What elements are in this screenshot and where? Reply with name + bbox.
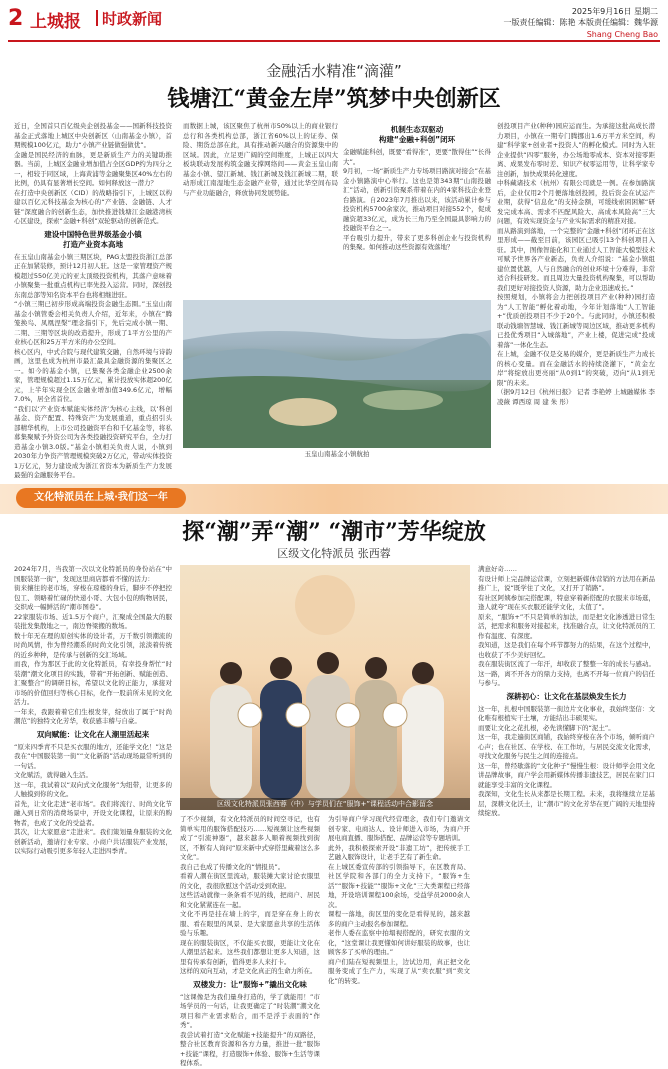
subheading: 机制生态双驱动 构建“金融+科创”闭环 bbox=[378, 125, 456, 144]
backdrop-circle bbox=[295, 575, 355, 635]
article2-column-2 bbox=[180, 815, 320, 1067]
editors: 一版责任编辑：陈艳 本版责任编辑：魏华源 bbox=[503, 18, 658, 27]
paragraph: 2024年7月，当我第一次以文化特派员的身份站在“中国服装第一街”，发现这里商店都看不懂的活力： bbox=[14, 565, 172, 583]
paragraph: 课程一落地，街区里的变化是看得见的，越来越多的商户主动报名参加课程。 bbox=[328, 910, 470, 928]
article2-headline: 探“潮”弄“潮” “潮市”芳华绽放 bbox=[182, 519, 486, 545]
article2-byline: 区级文化特派员 张西蓉 bbox=[277, 547, 391, 560]
fan bbox=[238, 703, 262, 727]
paragraph: “这课像是为我们量身打造的，学了就能用！”市场学员的一句话，让我更确定了“时装潮”潮文化项目和产业需求贴合，而不是浮于表面的“作秀”。 bbox=[180, 992, 320, 1029]
paragraph: 金融赋能科创，既要“看得准”，更要“散得住”“长得大”。 bbox=[343, 148, 491, 166]
person bbox=[260, 680, 302, 800]
article1-column-1 bbox=[14, 122, 172, 482]
section-title: 时政新闻 bbox=[102, 10, 163, 28]
paragraph: 一年来，我跟着着它们生根发芽，绽放出了属于“时尚潮范”的独特文化芳华，收获感丰稽与自豪。 bbox=[14, 707, 172, 725]
paragraph: 有社区阿姨参加完搭配课，特意穿着新搭配的衣服来市场逛，逢人就夸“现在买衣服还能学文化，太值了”。 bbox=[478, 593, 655, 611]
subheading: 深耕初心：让文化在基层焕发生长力 bbox=[506, 691, 627, 701]
paragraph: 首先，让文化走进“老市场”。我们将流行、时尚文化节融入到日常的消费场景中，开设文化课程，让原来的购物者，也成了文化的受益者。 bbox=[14, 799, 172, 827]
paragraph: “小镇三期已初步形成高端投资金融生态圈。”玉皇山南基金小镇管委会相关负责人介绍，近年来，小镇在“腾笼换鸟、凤凰涅槃”理念指引下，先后完成小镇一期、二期、三期等区块的改造提升，形成了1平方公里的产业核心区和25万平方米的办公空间。 bbox=[14, 300, 172, 346]
series-banner-label: 文化特派员在上城·我们这一年 bbox=[16, 488, 186, 508]
paragraph: 商户们陆在短视频里上，边试边用，真正把文化服务变成了生产力，实现了从“卖衣服”到“卖文化”的转变。 bbox=[328, 957, 470, 985]
paragraph: 这一年，我走遍街区商铺，我始终穿梭在各个市场，倾听商户心声；也在社区、在学校、在工作坊，与居民交流文化需求，寻找文化服务与民生之间的连接点。 bbox=[478, 733, 655, 760]
paragraph: 原来，“服饰+”不只是简单的加法，而是把文化渗透进日常生活，把需求和服务对接起来，找准融合点，让文化特派员的工作有温度、有深度。 bbox=[478, 612, 655, 640]
page-number: 2 bbox=[8, 6, 24, 31]
paragraph: 此外，我积极探索开设“非遗工坊”，把传统手工艺融入服饰设计，让老手艺有了新生命。 bbox=[328, 843, 470, 861]
paragraph: 我深知，文化生长从来都是长期工程。未来，我将继续立足基层，深耕文化沃土，让“潮市”的文化芳华在更广阔的天地里持续绽放。 bbox=[478, 790, 655, 817]
paragraph: 这一年，曾经歇落的“文化种子”慢慢生根：设计师学会用文化讲品牌故事，商户学会用新媒体传播非遗技艺，居民在家门口就能享受丰富的文化课程。 bbox=[478, 761, 655, 789]
paragraph: 这一年，扎根中国服装第一街边片文化事业，我始终坚信：文化唯有根植实干土壤，方能结出丰硕果实。 bbox=[478, 704, 655, 722]
person-head bbox=[317, 652, 339, 674]
paragraph: “原来四季青不只是买衣服的地方，还能学文化！”这是我在“中国服装第一街”“文化新韵”活动现场最常听到的一句话。 bbox=[14, 742, 172, 770]
header-divider bbox=[96, 10, 98, 26]
river bbox=[183, 334, 491, 380]
paragraph: 在上城区委宣传部的引领指导下，在区教育局、社区学院和各部门的全力支持下，“服饰+生活”“服饰+技能”“服饰+文化”三大类课程已经落地，开设培训课程100余场，受益学员2000余人次。 bbox=[328, 862, 470, 909]
paragraph: 近日，全国首只百亿级央企创投基金——国新科技投资基金正式落地上城区中央创新区（山南基金小镇），首期规模100亿元，助力“小镇产业链做强做优”。 bbox=[14, 122, 172, 149]
person bbox=[210, 685, 252, 800]
article1-photo-caption: 玉皇山南基金小镇航拍 bbox=[304, 450, 370, 458]
article1-column-2 bbox=[183, 122, 338, 297]
article1-photo bbox=[183, 300, 491, 448]
paragraph: 我在服装街区流了一年汗，却收获了整整一年的成长与感动。这一路，离不开各方的鼎力支持，也离不开每一位商户的信任与参与。 bbox=[478, 660, 655, 687]
sky bbox=[183, 300, 491, 340]
paragraph: 老作人委在监察中拍塌视搭配的，研究衣服的文化，“这堂课让我更懂如何讲好服装的故事，也让顾客多了买单的理由。” bbox=[328, 929, 470, 956]
article2-column-3 bbox=[328, 815, 470, 1020]
park bbox=[363, 390, 443, 410]
person bbox=[355, 680, 397, 800]
paragraph: 看着人潮在街区里流动，服装摊大家讨论衣服里的文化，我很欣慰这个活动受到欢迎。 bbox=[180, 872, 320, 890]
credit-line: （据9月12日《杭州日报》 记者 李艳婷 上城融媒体 李凌薇 谭西琼 周 建 朱 彤） bbox=[497, 388, 655, 406]
aerial-photo-illustration bbox=[183, 300, 491, 448]
issue-date: 2025年9月16日 星期二 bbox=[571, 7, 658, 16]
article1-column-4 bbox=[497, 122, 655, 482]
dateline bbox=[503, 6, 658, 28]
article1-kicker: 金融活水精准“滴灌” bbox=[266, 62, 402, 80]
paragraph: 22家服装市场、近1.5万个商户，汇聚成全国最大的服装批发集散地之一，南边脊梁搬的数场。 bbox=[14, 612, 172, 630]
article2-photo-caption: 区级文化特派员张西蓉（中）与学员们在“服饰+”课程活动中合影留念 bbox=[180, 798, 470, 810]
paragraph: 我自己也成了传播文化的“情报员”。 bbox=[180, 862, 285, 871]
paragraph: 有设计师上完品牌运营课，立刻把新媒体营销的方法用在新品推广上，说“既学住了文化，又打开了销路”。 bbox=[478, 574, 655, 592]
paragraph: 文化赋活，就得融入生活。 bbox=[14, 771, 92, 779]
paragraph: 文化不再是挂在墙上的字，而是穿在身上的衣服、看在眼里的风景、是大家愿意共享的生活体验与乐趣。 bbox=[180, 910, 320, 937]
paragraph: 平台吸引力提升，带来了更多科创企业与投资机构的集聚。如何推动这些资源有效落地？ bbox=[343, 233, 491, 251]
fan bbox=[383, 703, 407, 727]
paragraph: 这些活动就像一条条看不见的线，把商户、居民和文化紧紧连在一起。 bbox=[180, 891, 320, 909]
paragraph: 数十年无在理的原创实体的设计者，万千数引领潮流的时尚风情，作为曾经潮系的时尚文化引领，浓淡着传统的近乡种种，是传承与创新的交汇场域。 bbox=[14, 631, 172, 659]
fan bbox=[336, 703, 360, 727]
fan bbox=[286, 703, 310, 727]
paragraph: 金融是国民经济的血脉，更是新质生产力的关键助推器。当前，上城区金融业增加值占全区GDP约为四分之一，相较于同区域，上海黄浦等金融聚集区40%左右的比例，仍具有显著增长空间。如何释放这一潜力？ bbox=[14, 150, 172, 187]
article1-headline: 钱塘江“黄金左岸”筑梦中央创新区 bbox=[167, 86, 501, 112]
group-photo-illustration bbox=[180, 565, 470, 810]
paragraph: 现在的服装街区，不仅能买衣服，更能让文化在人潮里活起来。这些我们都想让更多人知道，这里有传承有创新，值得更多人来打卡。 bbox=[180, 938, 320, 966]
paragraph: “我们以‘产业资本赋能实体经济’为核心主线，以‘科创基金、资产配置、特殊资产’为发展重道，重点招引头部精华机构，上市公司投融资平台和千亿基金等，将私募集聚赋予外资公司为各类投融投资研究平台，全力打造基金小镇3.0版。”基金小镇相关负责人说，小镇到2030年力争资产管理规模突破2万亿元，带动实体投资1万亿元，努力建设成为浙江省资本为新质生产力发展最强的金融服务平台。 bbox=[14, 404, 172, 479]
article2-photo bbox=[180, 565, 470, 810]
person bbox=[306, 675, 350, 800]
person-head bbox=[270, 657, 292, 679]
paragraph: 满意好奇…… bbox=[478, 565, 517, 573]
article2-column-1 bbox=[14, 565, 172, 1020]
paragraph: 按照规划，小镇将会力把创投项目产业(种种)园打造为“人工智能”孵化着动地，今年计划落地“人工智能+”优质创投项目不少于20个。与此同时，小镇还积极联动钱塘智慧城、钱江新城等周边区域，推动更多机构已投优秀项目“入城落地”，产业上楼，促进完成“投成着落”一体化生态。 bbox=[497, 293, 655, 349]
paragraph: 在玉皇山南基金小镇三期区块，PAG太盟投资浙江总部正在加紧装修，预计12月初人驻。这是一家管理资产规模超过550亿美元的亚太顶级投资机构，其落户意味着小镇聚集一批重点机构已率先投入运营。同时，深创投东南总部等知名资本平台也将相继进驻。 bbox=[14, 252, 172, 299]
town-area bbox=[269, 398, 337, 426]
paragraph: 中科藏诸技术（杭州）有限公司就是一例。在参加路演后，企业仅用2个月便落地创投园，投后资金在试运产业期，获得“信息化”的支持金额，可缓线索困困解“研发完成本高、需求不匹配风险大、高成本风险高”三大问题，有效实现资金与产业实际需求的精准对接。 bbox=[497, 179, 655, 225]
paragraph: 我知道，这是我们在每个环节都努力的结果，在这个过程中，也收获了不少美好回忆。 bbox=[478, 641, 655, 659]
subheading: 建设中国特色世界级基金小镇 打造产业资本高地 bbox=[44, 229, 142, 249]
article2-column-4 bbox=[478, 565, 655, 1020]
article1-column-3 bbox=[343, 122, 491, 297]
masthead: 上城报 bbox=[30, 12, 81, 32]
paragraph: 9月初，一场“新质生产力专场项目路演对接会”在基金小镇路演中心举行。这也是第343期“山南投融汇”活动，创新引资聚系带着在内的4家科技企业登台路演。自2023年7月推出以来，该活动累计参与投资机构5700余家次，推动项目对接552个，促成融资超33亿元，成为长三角乃至全国最具影响力的投融资平台之一。 bbox=[343, 167, 491, 232]
person-head bbox=[365, 657, 387, 679]
paragraph: 核心区内，中式合院与现代建筑交融，自然环境与诗韵画，这里也成为杭州市最汇最具金融资源的集聚区之一。如今的基金小镇，已集聚各类金融企业2500余家，管理规模超过1.15万亿元，累计投放实体超200亿元，上半年实现全区金融业增加值349.6亿元，增幅7.0%，居全省首位。 bbox=[14, 347, 172, 403]
paragraph: 为引导商户学习现代经营理念，我们专门邀请文创专家、电商达人、设计师进入市场，为商户开展电商直播、服饰搭配、品牌运营等专题培训。 bbox=[328, 815, 470, 842]
person-head bbox=[220, 662, 242, 684]
person bbox=[402, 685, 444, 800]
person-head bbox=[412, 662, 434, 684]
paragraph: 而数据上城，该区聚焦了杭州市50%以上的商业银行总行和各类机构总部，浙江省60%以上的证券、保险、期货总部在此，具有推动新兴融合的资源集中的区域。因此，立足更广阔的空间维度，上城正以四大板块联动发展构筑金融支撑网络间——黄金玉皇山南基金小镇、望江新城、钱江新城及钱江新城二期，联动形成江南湿地生态金融产业带，通过比华空间布局与产业功能融合，释放协同发展势能。 bbox=[183, 122, 338, 197]
paragraph: 街来攘往的老市场，穿梭在琼楼的身后，脚步不停把控包工、领略着忙碌的快递小哥、大包小包的购物居民，交织成一幅鲜活的“潮市图卷”。 bbox=[14, 584, 172, 611]
paragraph: 在上城，金融不仅是交易的媒介，更是新质生产力成长的核心变量。而在金融活水的持续浇灌下，“黄金左岸”将绽放出更亮丽“从0到1”的突破，迈向“从1到无限”的未来。 bbox=[497, 350, 655, 387]
header-rule bbox=[8, 40, 660, 42]
paragraph: 而要让文化之花扎根，必先读懂脚下的“泥土”。 bbox=[478, 723, 615, 732]
subheading: 双楼发力：让“服饰+”撬出文化味 bbox=[193, 979, 307, 989]
paragraph: 这一年，我试着以“双向式文化服务”为纽带，让更多的人触摸到你的文化。 bbox=[14, 780, 172, 798]
brand-pinyin: Shang Cheng Bao bbox=[586, 30, 658, 39]
paragraph: 创投项目产业(种种)园应运而生。为承接这批高成长潜力项目，小镇在一期专门腾挪出1.6万平方米空间，构建“科学家+创业者+投资人”的孵化模式。同时为入驻企业提供“四零”服务，办公场地零成本、资本对接零距离、成果发布零时差、知识产权零运用等，让科学家专注创新，加快成果转化速度。 bbox=[497, 122, 655, 178]
paragraph: 而我，作为那区于此的文化特派员，有幸投身帮忙“时装潮”潮文化项目的实践，带着“开拓创新、赋能创造、汇聚整合”的调研目标，希望以文化的正能力，承接对市场的价值回归等核心目标，化作一股前所未见的文化活力。 bbox=[14, 660, 172, 706]
paragraph: 而从路演到落地，一个完整的“金融+科创”闭环正在这里形成——截至目前，该园区已吸引13个科创项目入驻。其中，图像智能化和工业通过人工智能大模型技术可赋予世界各产业新态，负责人介绍说：“基金小镇组建位置优越，人与自然融合的创业环境十分难得，非常适合科技研发。而且周边大量投资机构聚集，可以帮助我们更好对接投资人资源，助力企业迅速成长。” bbox=[497, 226, 655, 292]
paragraph: 我尝试着打造“文化赋能+技能提升”的双路径，整合社区教育资源和各方力量，推进一批“服饰+技能”课程，打造服饰+体验、服饰+生活等课程体系。 bbox=[180, 1030, 320, 1067]
paragraph: 在打造中央创新区（CID）的战略指引下，上城区以构建以百亿元科技基金为核心的“产业链、金融链、人才链”深度融合的创新生态，加快推进钱塘江金融港湾核心区建设，探索“金融+科创”双轮驱动的创新范式。 bbox=[14, 188, 172, 225]
paragraph: 这样的双向互动，才是文化真正的生命力所在。 bbox=[180, 967, 317, 975]
paragraph: 其次，让大家愿意“走进来”。我们策划量身服装的文化创新活动，邀请行业专家、小商户共话服装产业发展，以实际行动吸引更多年轻人走进四季青。 bbox=[14, 828, 172, 855]
subheading: 双向赋能：让文化在人潮里活起来 bbox=[36, 729, 150, 739]
paragraph: 了不少视频，有文化特派员的时间空寻记，也有简单实用的服饰搭配技巧……短视频让这些视频成了“引流神器”，越来越多人顺着视频找到街区，不断有人询问“原来新中式穿搭里藏着这么多文化”。 bbox=[180, 815, 320, 861]
